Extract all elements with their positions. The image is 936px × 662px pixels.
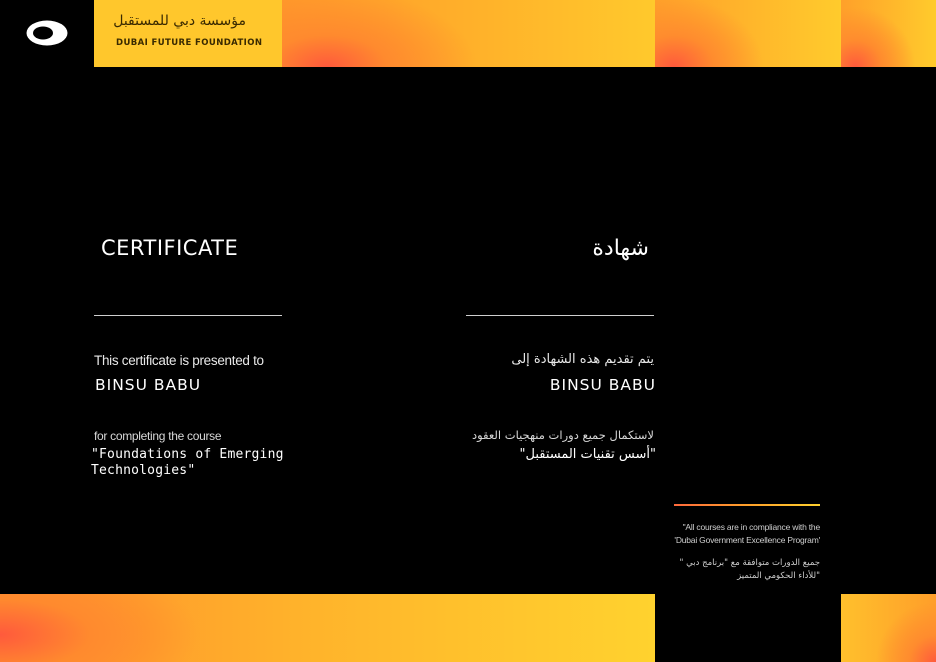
note-line: 'Dubai Government Excellence Program'	[674, 535, 820, 545]
divider	[466, 315, 654, 316]
presented-to-arabic: يتم تقديم هذه الشهادة إلى	[511, 352, 654, 367]
completing-course-english: for completing the course	[94, 429, 222, 443]
header-gradient-panel	[655, 0, 841, 67]
footer-gradient-panel	[841, 594, 936, 662]
footer-gradient-panel	[0, 594, 655, 662]
compliance-note-english	[660, 521, 820, 547]
header-gradient-panel	[841, 0, 936, 67]
header-gradient-panel	[282, 0, 655, 67]
brand-name-english: DUBAI FUTURE FOUNDATION	[116, 38, 263, 48]
note-line: " جميع الدورات متوافقة مع "برنامج دبي	[679, 558, 820, 568]
eye-logo-icon	[26, 20, 68, 46]
brand-name-arabic: مؤسسة دبي للمستقبل	[113, 13, 246, 29]
divider	[94, 315, 282, 316]
certificate-title-arabic: شهادة	[592, 236, 649, 261]
note-line: "All courses are in compliance with the	[682, 522, 820, 532]
note-line: للأداء الحكومي المتميز"	[737, 571, 820, 581]
recipient-name-english: BINSU BABU	[95, 376, 202, 394]
recipient-name-arabic: BINSU BABU	[549, 376, 656, 394]
note-divider	[674, 504, 820, 506]
certificate-title-english: CERTIFICATE	[101, 236, 239, 260]
compliance-note-arabic	[660, 557, 820, 583]
completing-course-arabic: لاستكمال جميع دورات منهجيات العقود	[471, 428, 654, 442]
logo-tile	[0, 0, 94, 67]
course-name-arabic: "أسس تقنيات المستقبل"	[519, 447, 656, 462]
brand-tile	[94, 0, 282, 67]
footer-black-panel	[655, 594, 841, 662]
presented-to-english: This certificate is presented to	[94, 353, 264, 368]
course-name-english: "Foundations of Emerging Technologies"	[91, 447, 284, 478]
